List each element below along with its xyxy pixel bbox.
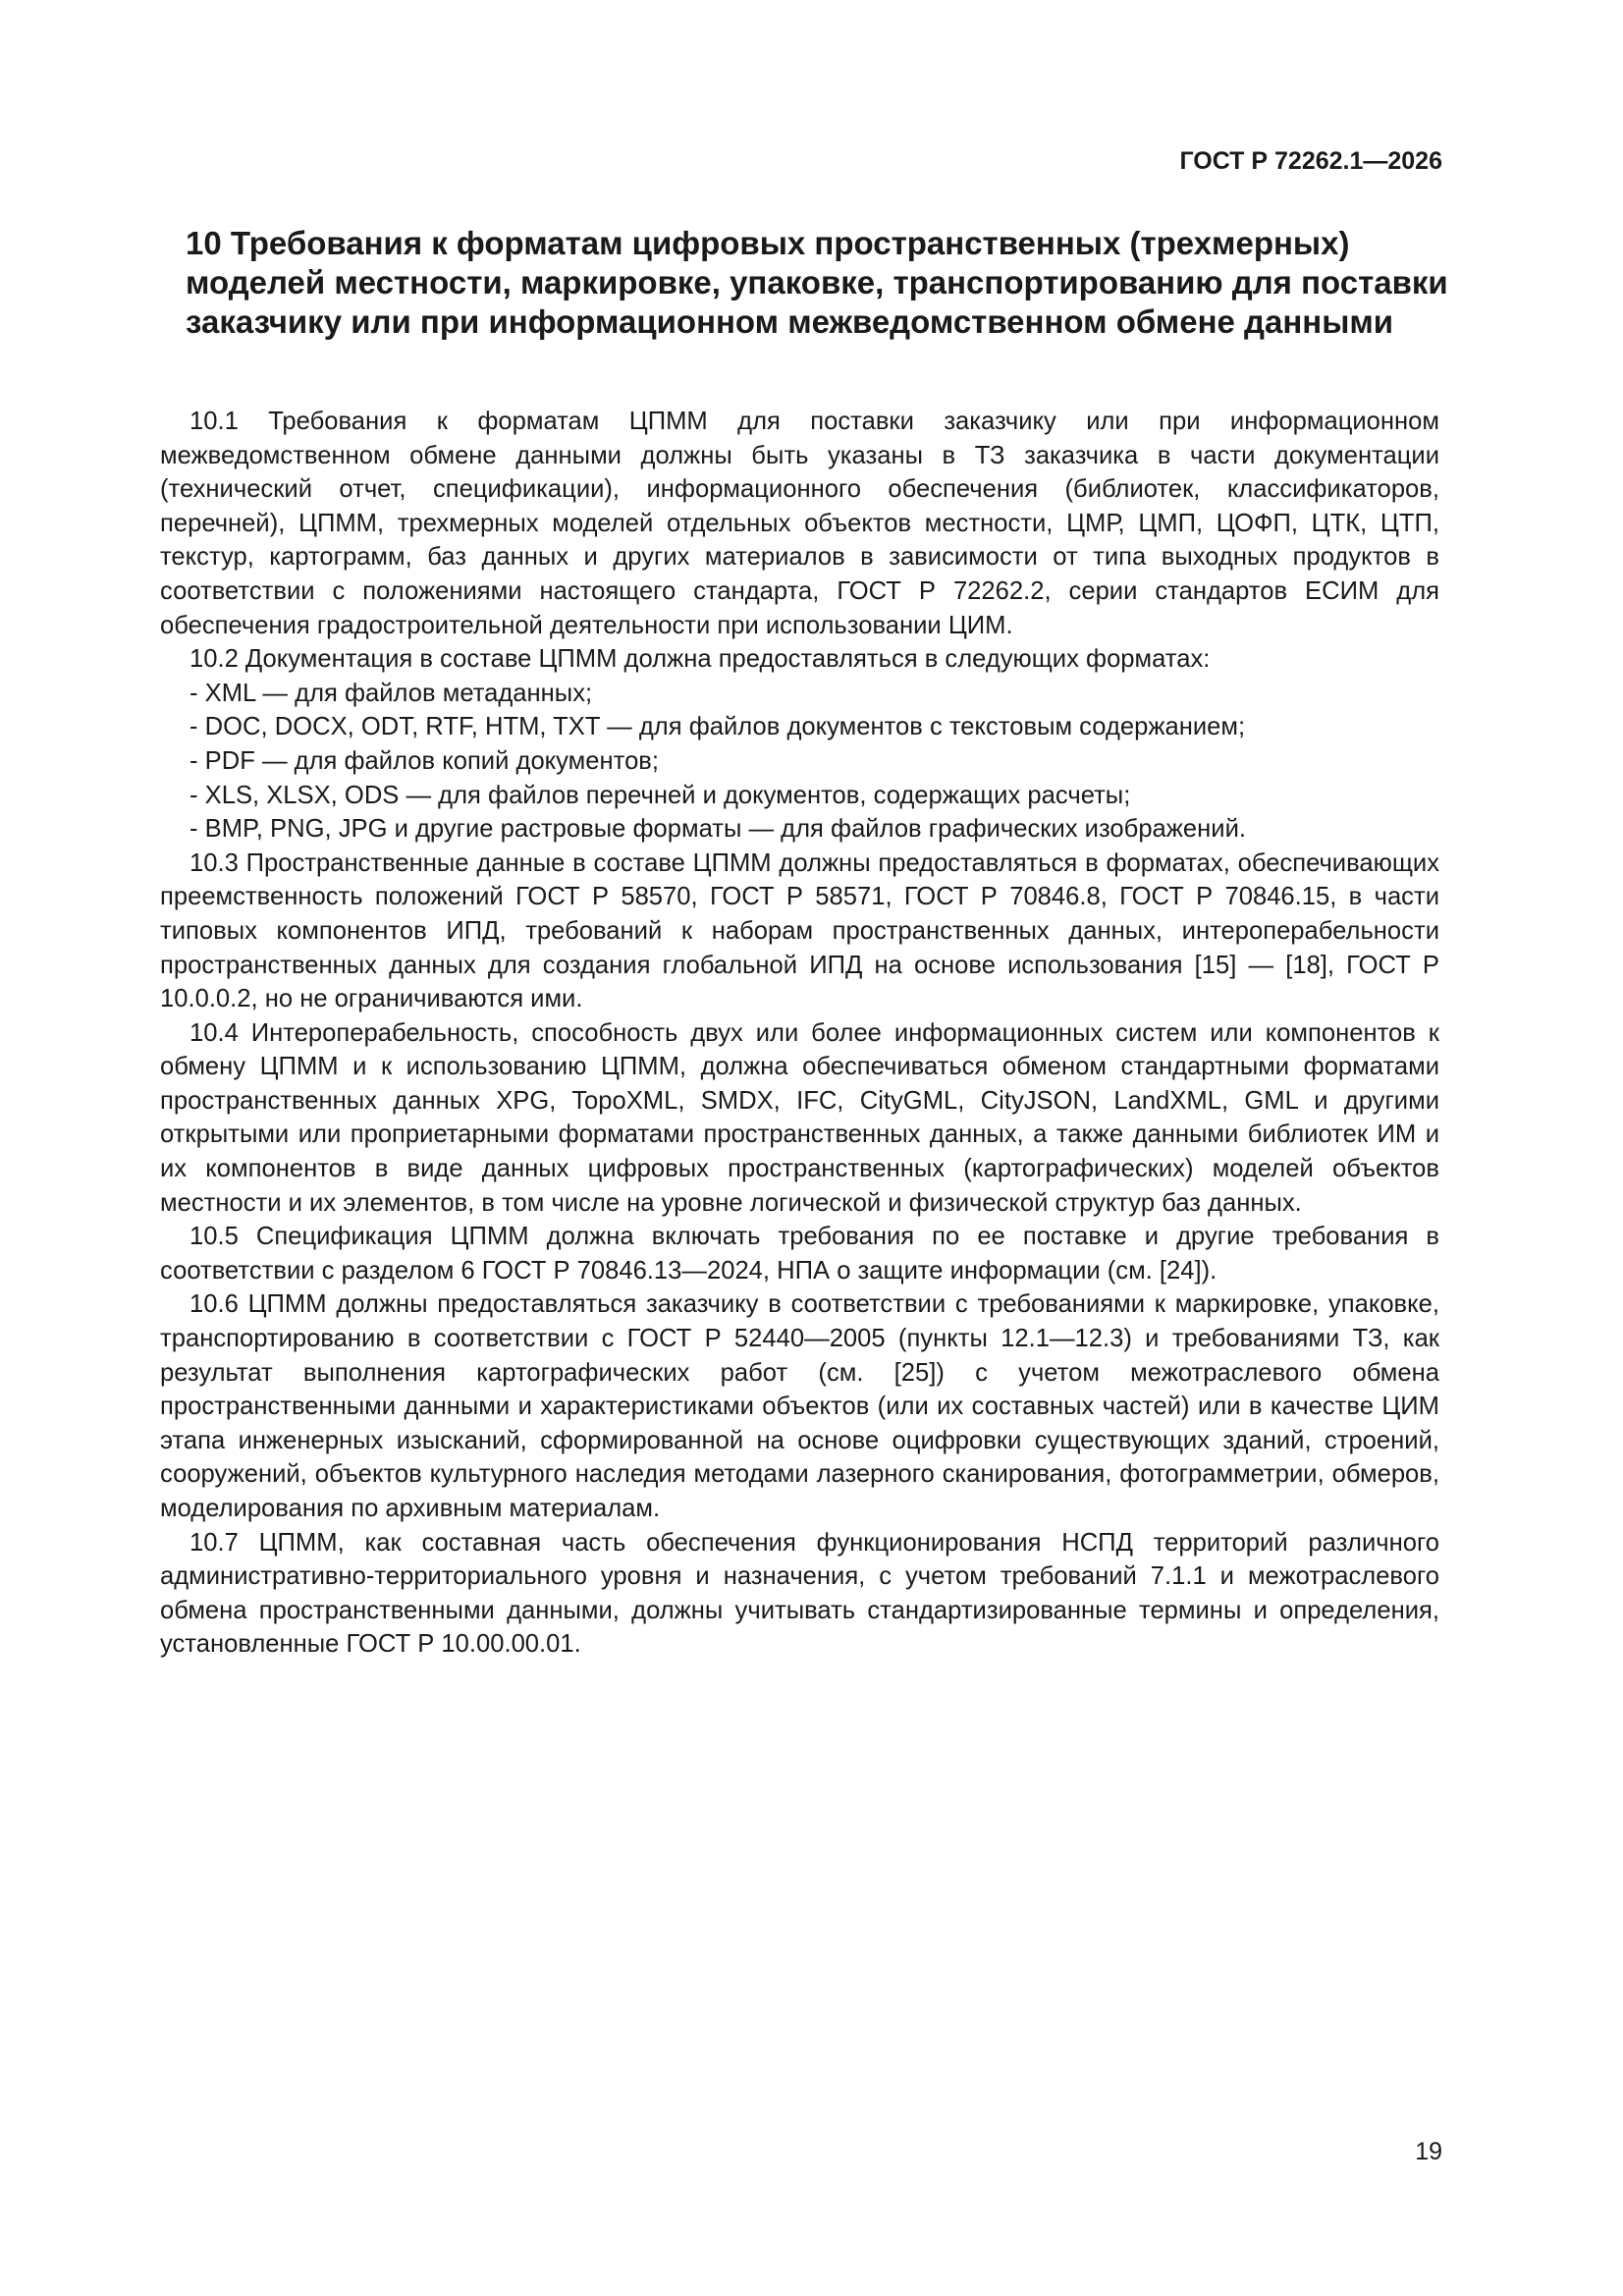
section-body <box>160 405 1439 1662</box>
documentation-formats-list <box>160 677 1439 847</box>
paragraph-10-4: 10.4 Интероперабельность, способность двух или более информационных систем или компонентов к обмену ЦПММ и к использованию ЦПММ, должна обеспечиваться обменом стандартными форматами пространственных данных XPG, TopoXML, SMDX, IFC, CityGML, CityJSON, LandXML, GML и другими открытыми или проприетарными форматами пространственных данных, а также данными библиотек ИМ и их компонентов в виде данных цифровых пространственных (картографических) моделей объектов местности и их элементов, в том числе на уровне логической и физической структур баз данных. <box>160 1018 1439 1217</box>
list-item: - DOC, DOCX, ODT, RTF, HTM, TXT — для файлов документов с текстовым содержанием; <box>160 710 1439 744</box>
paragraph-10-7: 10.7 ЦПММ, как составная часть обеспечения функционирования НСПД территорий различного административно-территориального уровня и назначения, с учетом требований 7.1.1 и межотраслевого обмена пространственными данными, должны учитывать стандартизированные термины и определения, установленные ГОСТ Р 10.00.00.01. <box>160 1528 1439 1659</box>
paragraph-10-3: 10.3 Пространственные данные в составе ЦПММ должны предоставляться в форматах, обеспечивающих преемственность положений ГОСТ Р 58570, ГОСТ Р 58571, ГОСТ Р 70846.8, ГОСТ Р 70846.15, в части типовых компонентов ИПД, требований к наборам пространственных данных, интероперабельности пространственных данных для создания глобальной ИПД на основе использования [15] — [18], ГОСТ Р 10.0.0.2, но не ограничиваются ими. <box>160 848 1439 1013</box>
page-number: 19 <box>1415 2138 1442 2165</box>
list-item: - XML — для файлов метаданных; <box>160 677 1439 711</box>
document-code: ГОСТ Р 72262.1—2026 <box>1179 147 1442 175</box>
paragraph-10-2: 10.2 Документация в составе ЦПММ должна предоставляться в следующих форматах: <box>189 645 1211 674</box>
list-item: - XLS, XLSX, ODS — для файлов перечней и документов, содержащих расчеты; <box>160 779 1439 813</box>
paragraph-10-1: 10.1 Требования к форматам ЦПММ для поставки заказчику или при информационном межведомственном обмене данными должны быть указаны в ТЗ заказчика в части документации (технический отчет, спецификации), информационного обеспечения (библиотек, классификаторов, перечней), ЦПММ, трехмерных моделей отдельных объектов местности, ЦМР, ЦМП, ЦОФП, ЦТК, ЦТП, текстур, картограмм, баз данных и других материалов в зависимости от типа выходных продуктов в соответствии с положениями настоящего стандарта, ГОСТ Р 72262.2, серии стандартов ЕСИМ для обеспечения градостроительной деятельности при использовании ЦИМ. <box>160 408 1439 639</box>
section-title: 10 Требования к форматам цифровых пространственных (трехмерных) моделей местности, маркировке, упаковке, транспортированию для поставки заказчику или при информационном межведомственном обмене данными <box>186 225 1448 340</box>
paragraph-10-6: 10.6 ЦПММ должны предоставляться заказчику в соответствии с требованиями к маркировке, упаковке, транспортированию в соответствии с ГОСТ Р 52440—2005 (пункты 12.1—12.3) и требованиями ТЗ, как результат выполнения картографических работ (см. [25]) с учетом межотраслевого обмена пространственными данными и характеристиками объектов (или их составных частей) или в качестве ЦИМ этапа инженерных изысканий, сформированной на основе оцифровки существующих зданий, строений, сооружений, объектов культурного наследия методами лазерного сканирования, фотограмметрии, обмеров, моделирования по архивным материалам. <box>160 1290 1439 1522</box>
list-item: - BMP, PNG, JPG и другие растровые форматы — для файлов графических изображений. <box>160 812 1439 847</box>
list-item: - PDF — для файлов копий документов; <box>160 744 1439 779</box>
paragraph-10-5: 10.5 Спецификация ЦПММ должна включать требования по ее поставке и другие требования в соответствии с разделом 6 ГОСТ Р 70846.13—2024, НПА о защите информации (см. [24]). <box>160 1223 1439 1285</box>
